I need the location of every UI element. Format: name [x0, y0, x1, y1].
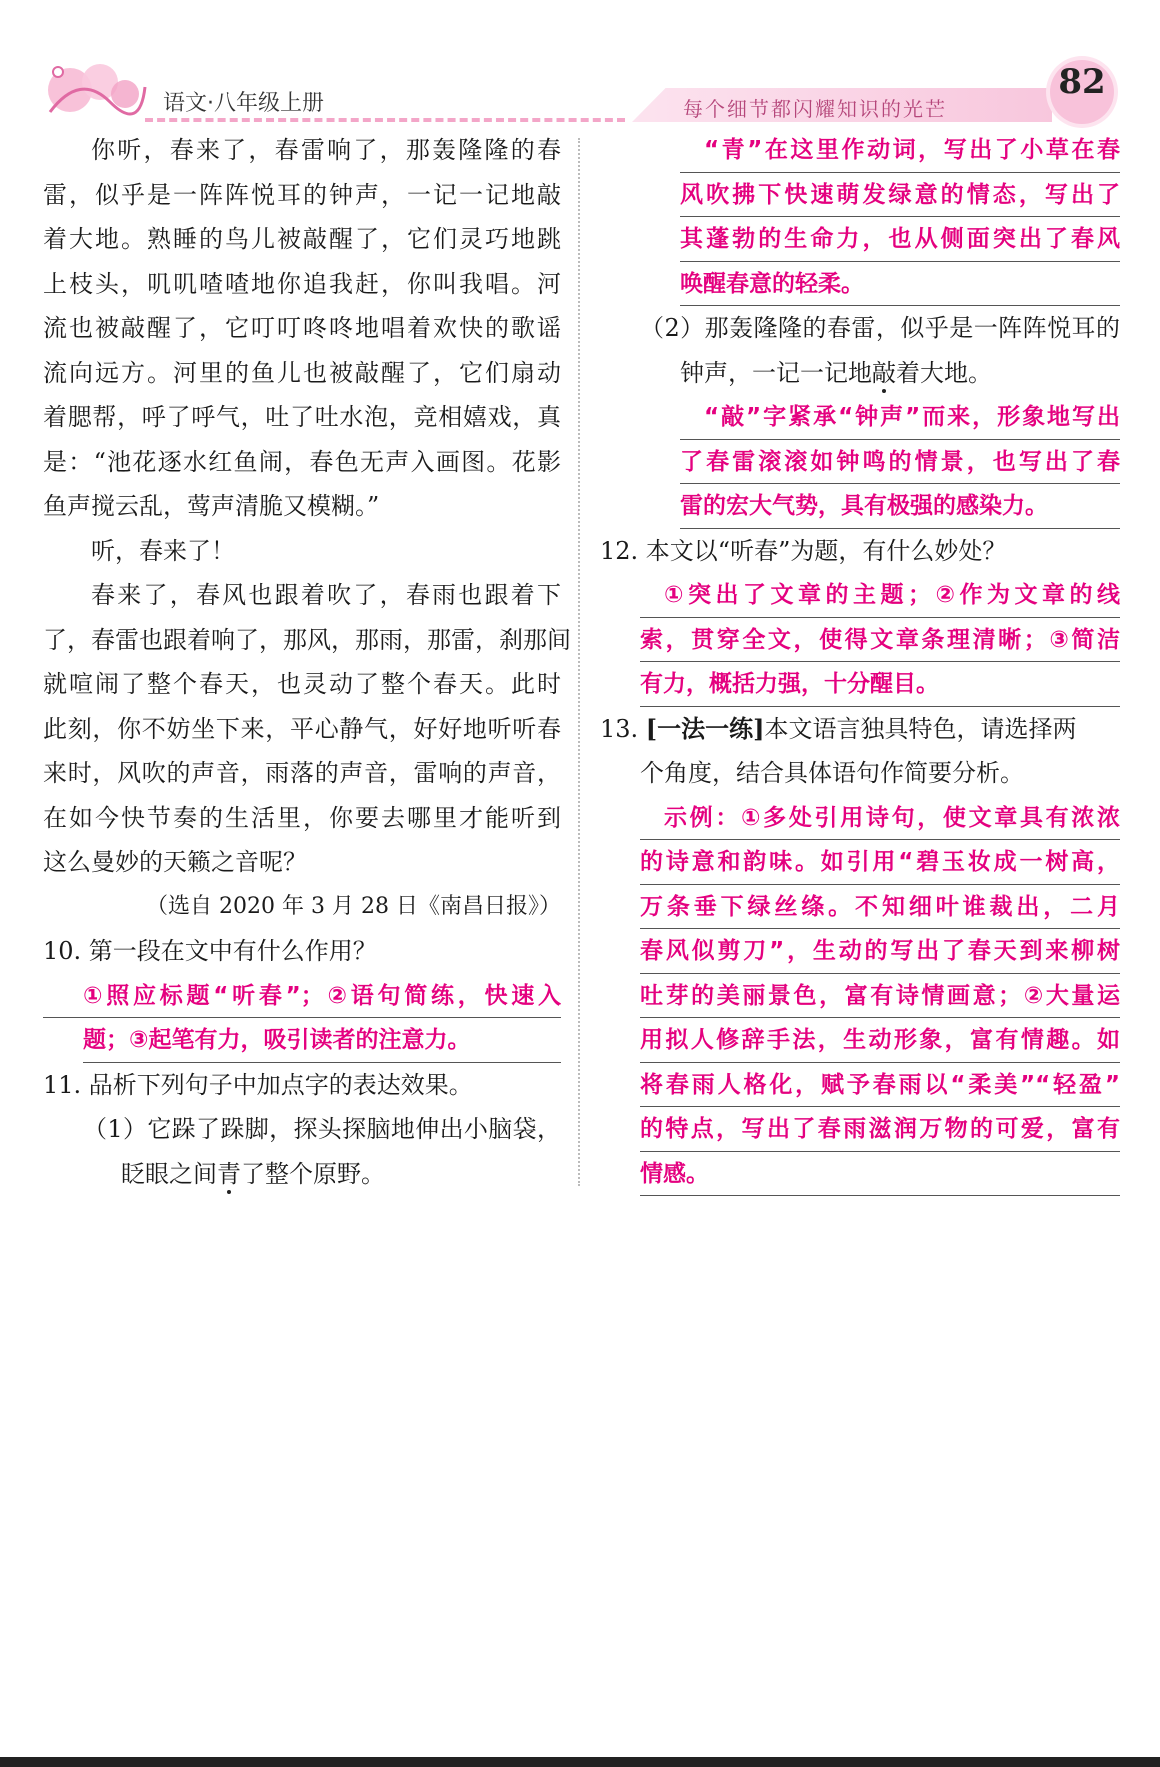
answer-13-line: 吐芽的美丽景色，富有诗情画意；②大量运 — [640, 974, 1120, 1019]
passage-line: 春来了，春风也跟着吹了，春雨也跟着下 — [91, 581, 561, 609]
answer-11-2-line: 雷的宏大气势，具有极强的感染力。 — [680, 484, 1120, 529]
answer-10-line: ①照应标题“听春”；②语句简练，快速入 — [43, 974, 561, 1019]
page-header — [0, 0, 1160, 135]
answer-12-line: 索，贯穿全文，使得文章条理清晰；③简洁 — [640, 618, 1120, 663]
question-11-sentence-1: （1）它跺了跺脚，探头探脑地伸出小脑袋， — [83, 1115, 561, 1143]
answer-13-line: 万条垂下绿丝绦。不知细叶谁裁出，二月 — [640, 885, 1120, 930]
passage-line: 在如今快节奏的生活里，你要去哪里才能听到 — [43, 803, 561, 832]
emphasized-char: 敲 — [872, 358, 896, 387]
question-11-sentence-2-cont — [600, 351, 1120, 396]
question-tag: [一法一练] — [645, 713, 765, 743]
header-dashed-divider — [145, 118, 625, 122]
question-13-cont: 个角度，结合具体语句作简要分析。 — [640, 759, 1024, 787]
answer-13-line: 将春雨人格化，赋予春雨以“柔美”“轻盈” — [640, 1063, 1120, 1108]
passage-line: 就喧闹了整个春天，也灵动了整个春天。此时 — [43, 670, 561, 698]
passage-line: 流也被敲醒了，它叮叮咚咚地唱着欢快的歌谣 — [43, 314, 561, 342]
answer-12-line: 有力，概括力强，十分醒目。 — [640, 662, 1120, 707]
passage-line: 你听，春来了，春雷响了，那轰隆隆的春 — [91, 136, 561, 164]
answer-11-2-line: “敲”字紧承“钟声”而来，形象地写出 — [680, 395, 1120, 440]
question-13 — [600, 707, 1120, 752]
question-11: 11. 品析下列句子中加点字的表达效果。 — [43, 1070, 473, 1099]
answer-12-line: ①突出了文章的主题；②作为文章的线 — [640, 573, 1120, 618]
sentence-text: 眨眼之间 — [121, 1159, 217, 1188]
answer-13-line: 示例：①多处引用诗句，使文章具有浓浓 — [640, 796, 1120, 841]
passage-line: 上枝头，叽叽喳喳地你追我赶，你叫我唱。河 — [43, 269, 561, 298]
passage-line: 是：“池花逐水红鱼闹，春色无声入画图。花影 — [43, 447, 561, 476]
answer-13-line: 情感。 — [640, 1152, 1120, 1197]
answer-13-line: 春风似剪刀”，生动的写出了春天到来柳树 — [640, 929, 1120, 974]
right-column — [600, 128, 1120, 1196]
passage-line: 听，春来了！ — [91, 536, 235, 565]
passage-line: 来时，风吹的声音，雨落的声音，雷响的声音， — [43, 759, 561, 787]
question-text: 本文语言独具特色，请选择两 — [764, 714, 1077, 743]
question-11-sentence-1-cont — [43, 1152, 561, 1197]
passage-line: 着腮帮，呼了呼气，吐了吐水泡，竞相嬉戏，真 — [43, 403, 561, 431]
passage-source: （选自 2020 年 3 月 28 日《南昌日报》） — [146, 893, 561, 919]
passage-line: 了，春雷也跟着响了，那风，那雨，那雷，刹那间 — [43, 625, 571, 654]
passage-line: 鱼声搅云乱，莺声清脆又模糊。” — [43, 492, 380, 520]
question-10: 10. 第一段在文中有什么作用？ — [43, 937, 377, 965]
answer-11-1-line: 唤醒春意的轻柔。 — [680, 262, 1120, 307]
answer-11-1-line: 风吹拂下快速萌发绿意的情态，写出了 — [680, 173, 1120, 218]
answer-11-2-line: 了春雷滚滚如钟鸣的情景，也写出了春 — [680, 440, 1120, 485]
passage-line: 雷，似乎是一阵阵悦耳的钟声，一记一记地敲 — [43, 180, 561, 209]
sentence-text: 了整个原野。 — [241, 1159, 385, 1188]
answer-11-1-line: 其蓬勃的生命力，也从侧面突出了春风 — [680, 217, 1120, 262]
sentence-text: 钟声，一记一记地 — [680, 358, 872, 387]
passage-line: 此刻，你不妨坐下来，平心静气，好好地听听春 — [43, 714, 561, 743]
passage-line: 这么曼妙的天籁之音呢？ — [43, 848, 307, 876]
sentence-text: 着大地。 — [896, 358, 992, 387]
question-12: 12. 本文以“听春”为题，有什么妙处？ — [600, 536, 1007, 565]
bottom-bar — [0, 1757, 1160, 1767]
column-divider — [578, 138, 580, 1186]
question-number: 13. — [600, 714, 646, 743]
passage-line: 着大地。熟睡的鸟儿被敲醒了，它们灵巧地跳 — [43, 225, 561, 253]
header-slogan: 每个细节都闪耀知识的光芒 — [683, 97, 947, 121]
floral-ornament-icon — [40, 52, 150, 122]
left-column — [43, 128, 571, 1196]
answer-13-line: 的特点，写出了春雨滋润万物的可爱，富有 — [640, 1107, 1120, 1152]
answer-10-line: 题；③起笔有力，吸引读者的注意力。 — [83, 1018, 561, 1063]
answer-11-1-line: “青”在这里作动词，写出了小草在春 — [680, 128, 1120, 173]
page-number: 82 — [1058, 62, 1106, 102]
emphasized-char: 青 — [217, 1159, 241, 1188]
passage-line: 流向远方。河里的鱼儿也被敲醒了，它们扇动 — [43, 358, 561, 387]
answer-13-line: 用拟人修辞手法，生动形象，富有情趣。如 — [640, 1018, 1120, 1063]
book-title: 语文·八年级上册 — [163, 91, 324, 116]
question-11-sentence-2: （2）那轰隆隆的春雷，似乎是一阵阵悦耳的 — [640, 314, 1120, 342]
answer-13-line: 的诗意和韵味。如引用“碧玉妆成一树高， — [640, 840, 1120, 885]
